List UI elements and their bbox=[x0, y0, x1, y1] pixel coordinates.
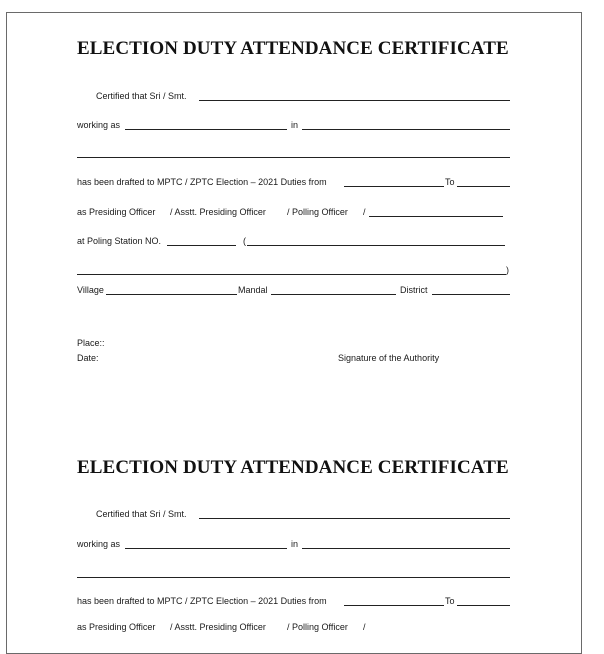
presiding-officer-option: as Presiding Officer bbox=[77, 207, 156, 217]
asst-presiding-officer-option: / Asstt. Presiding Officer bbox=[170, 207, 266, 217]
certified-label: Certified that Sri / Smt. bbox=[96, 91, 187, 101]
to-label: To bbox=[445, 177, 455, 187]
duties-from-line bbox=[344, 605, 444, 606]
designation-line bbox=[125, 548, 287, 549]
village-line bbox=[106, 294, 237, 295]
to-label: To bbox=[445, 596, 455, 606]
blank-line bbox=[77, 577, 510, 578]
duties-from-line bbox=[344, 186, 444, 187]
open-paren: ( bbox=[243, 236, 246, 246]
polling-officer-option: / Polling Officer bbox=[287, 622, 348, 632]
signature-label: Signature of the Authority bbox=[338, 353, 440, 363]
district-line bbox=[432, 294, 510, 295]
drafted-label: has been drafted to MPTC / ZPTC Election – 2021 Duties from bbox=[77, 177, 327, 187]
station-number-line bbox=[167, 245, 236, 246]
in-label: in bbox=[291, 539, 299, 549]
certified-label: Certified that Sri / Smt. bbox=[96, 509, 187, 519]
village-label: Village bbox=[77, 285, 104, 295]
duties-to-line bbox=[457, 605, 510, 606]
slash-separator: / bbox=[363, 622, 366, 632]
polling-officer-option: / Polling Officer bbox=[287, 207, 348, 217]
working-as-label: working as bbox=[77, 539, 121, 549]
blank-line bbox=[77, 157, 510, 158]
certificate-title: ELECTION DUTY ATTENDANCE CERTIFICATE bbox=[77, 38, 509, 59]
name-line bbox=[199, 100, 510, 101]
in-label: in bbox=[291, 120, 299, 130]
certificate-title: ELECTION DUTY ATTENDANCE CERTIFICATE bbox=[77, 457, 509, 478]
district-label: District bbox=[400, 285, 428, 295]
slash-separator: / bbox=[363, 207, 366, 217]
place-label: Place:: bbox=[77, 338, 105, 348]
office-line bbox=[302, 548, 510, 549]
duties-to-line bbox=[457, 186, 510, 187]
drafted-label: has been drafted to MPTC / ZPTC Election – 2021 Duties from bbox=[77, 596, 327, 606]
mandal-line bbox=[271, 294, 396, 295]
name-line bbox=[199, 518, 510, 519]
station-address-line bbox=[77, 274, 506, 275]
document-page bbox=[6, 12, 582, 654]
date-label: Date: bbox=[77, 353, 99, 363]
office-line bbox=[302, 129, 510, 130]
working-as-label: working as bbox=[77, 120, 121, 130]
close-paren: ) bbox=[506, 265, 509, 275]
presiding-officer-option: as Presiding Officer bbox=[77, 622, 156, 632]
station-name-line bbox=[247, 245, 505, 246]
asst-presiding-officer-option: / Asstt. Presiding Officer bbox=[170, 622, 266, 632]
poling-station-label: at Poling Station NO. bbox=[77, 236, 162, 246]
mandal-label: Mandal bbox=[238, 285, 268, 295]
designation-line bbox=[125, 129, 287, 130]
role-line bbox=[369, 216, 503, 217]
